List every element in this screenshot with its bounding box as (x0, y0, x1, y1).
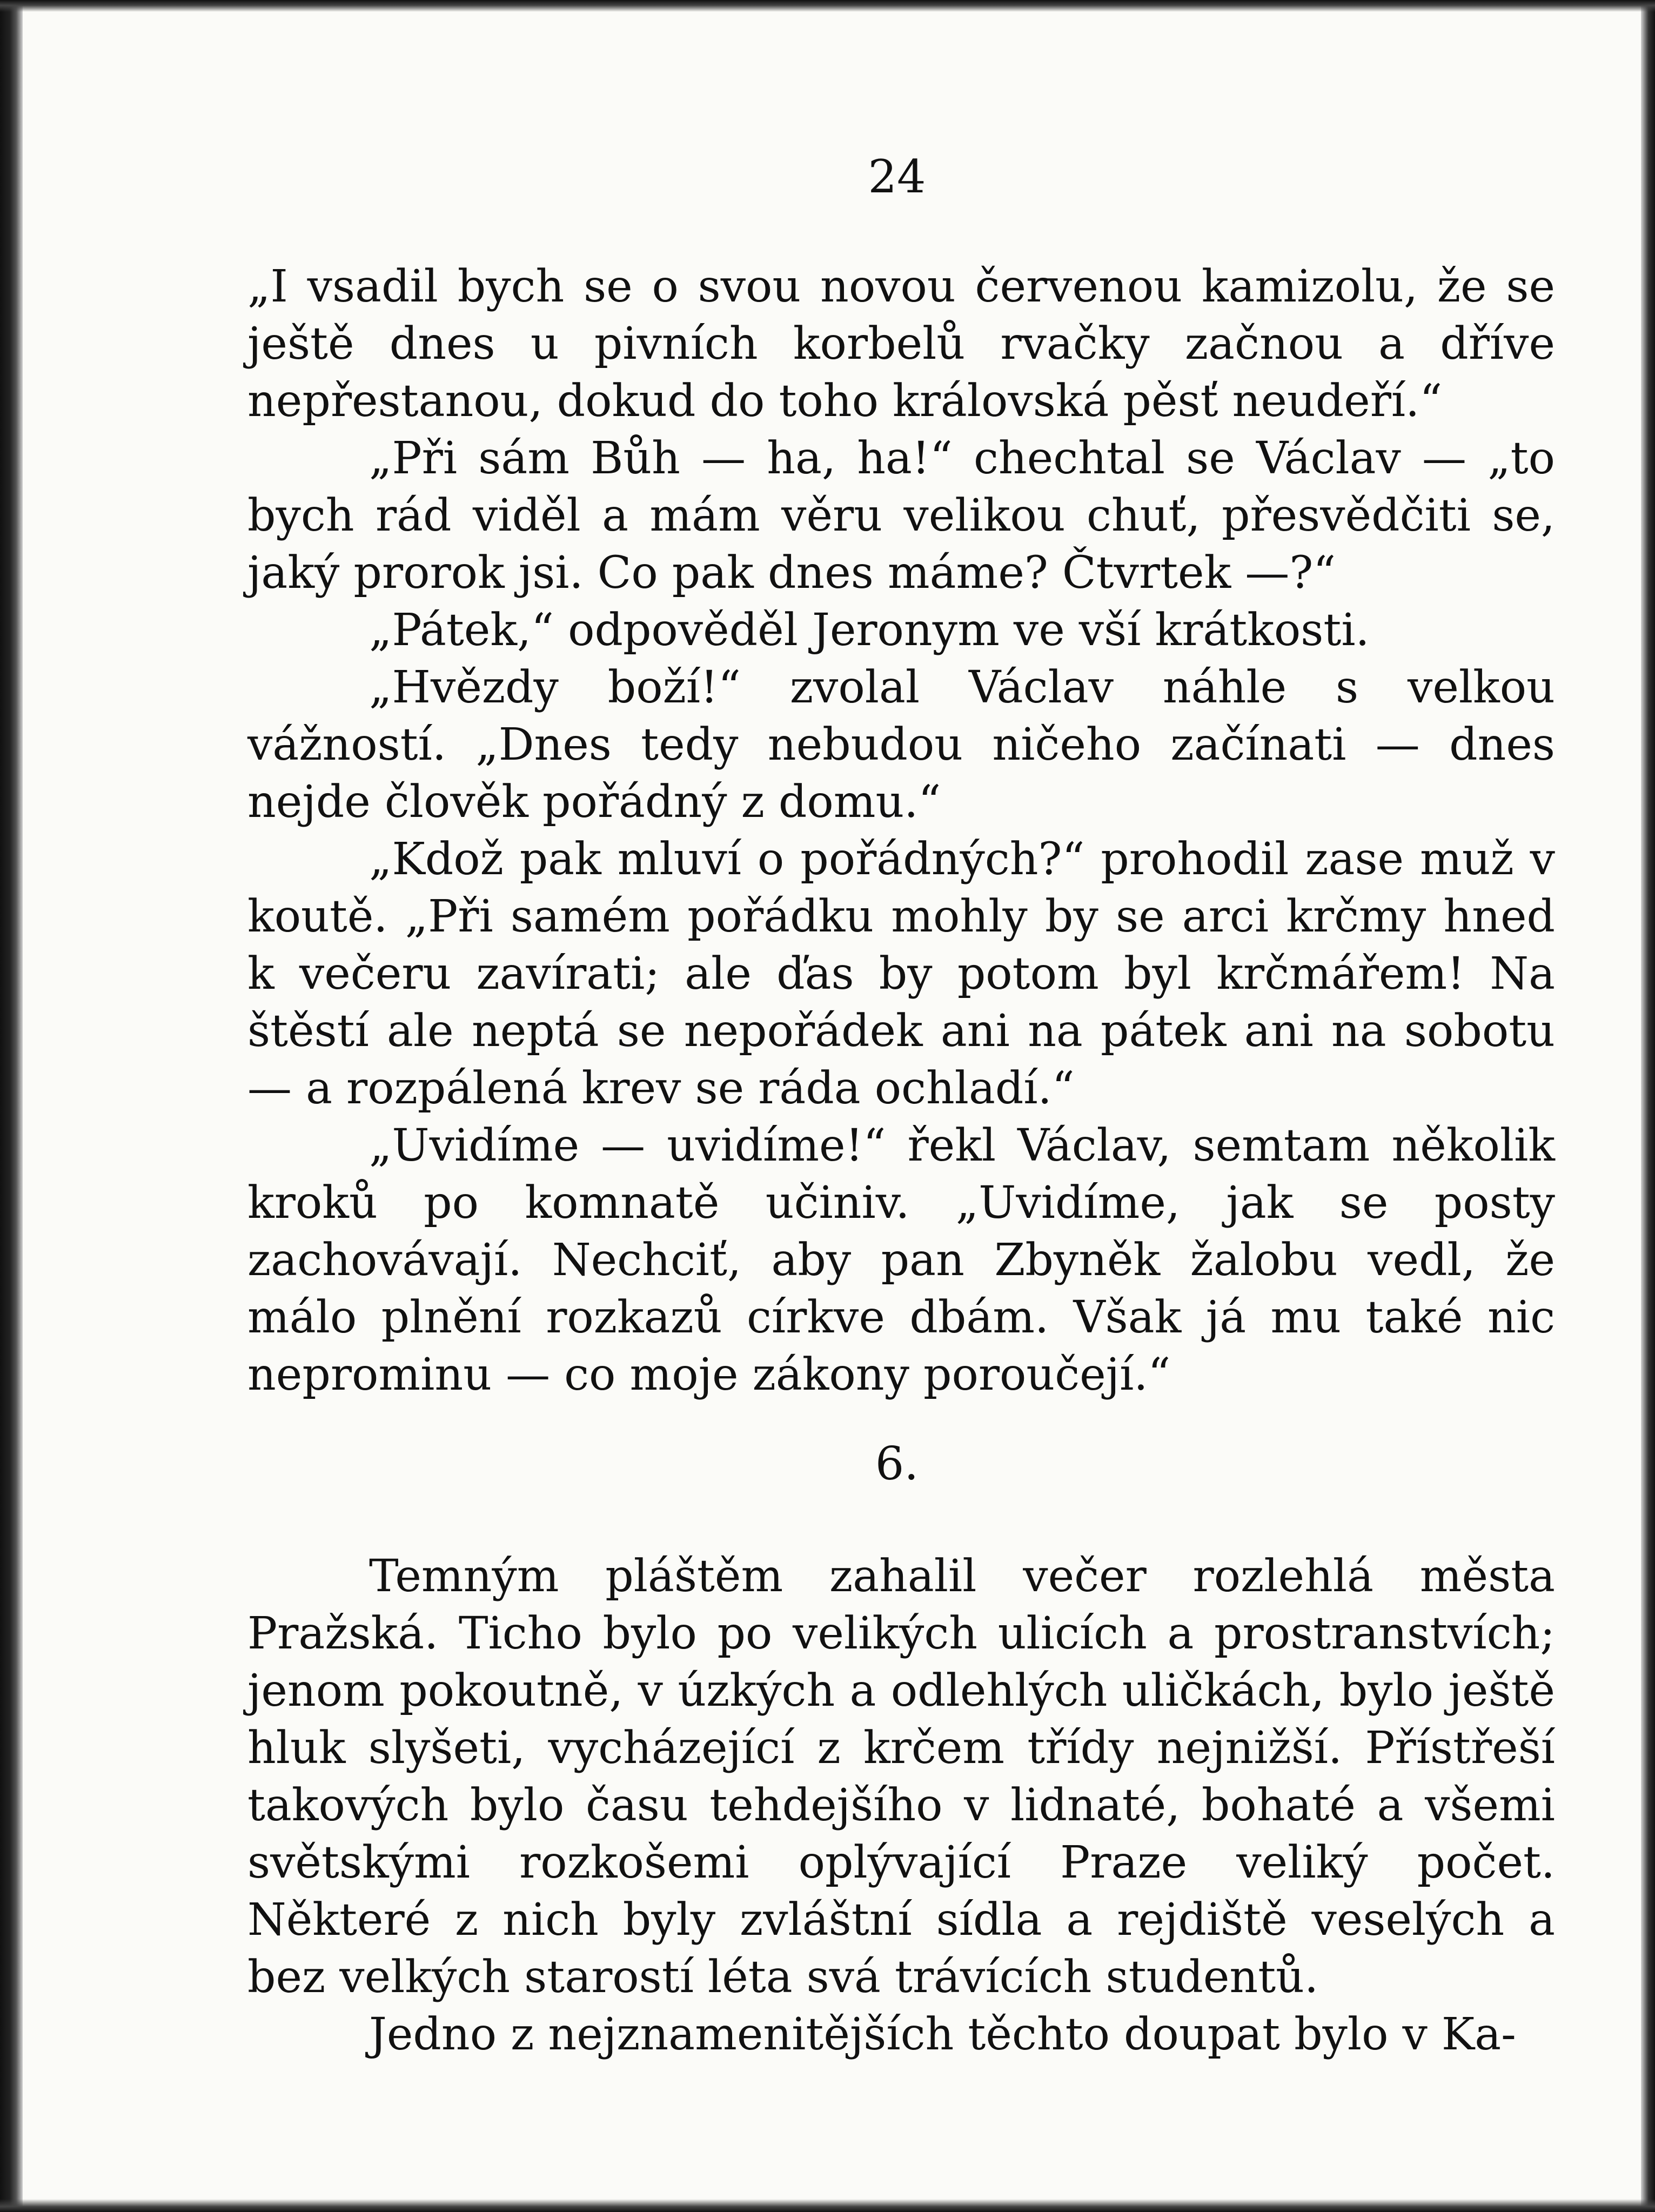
page-edge-bottom (0, 2199, 1655, 2212)
paragraph: „Hvězdy boží!“ zvolal Václav náhle s velkou vážností. „Dnes tedy nebudou ničeho začínati — dnes nejde člověk pořádný z domu.“ (247, 662, 1555, 828)
page-number: 24 (868, 150, 926, 203)
paragraph: „Uvidíme — uvidíme!“ řekl Václav, semtam několik kroků po komnatě učiniv. „Uvidíme, jak se posty zachovávají. Nechciť, aby pan Zbyněk žalobu vedl, že málo plnění rozkazů církve dbám. Však já mu také nic neprominu — co moje zákony poroučejí.“ (247, 1120, 1555, 1400)
paragraph: „I vsadil bych se o svou novou červenou kamizolu, že se ještě dnes u pivních korbelů rvačky začnou a dříve nepřestanou, dokud do toho královská pěsť neudeří.“ (247, 261, 1555, 427)
text-block-after-section (247, 1548, 1555, 2063)
section-heading: 6. (875, 1437, 919, 1490)
paragraph: Jedno z nejznamenitějších těchto doupat bylo v Ka- (369, 2009, 1516, 2060)
text-block-before-section (247, 258, 1555, 1404)
page-edge-right (1641, 0, 1655, 2212)
paragraph: Temným pláštěm zahalil večer rozlehlá města Pražská. Ticho bylo po velikých ulicích a prostranstvích; jenom pokoutně, v úzkých a odlehlých uličkách, bylo ještě hluk slyšeti, vycházející z krčem třídy nejnižší. Přístřeší takových bylo času tehdejšího v lidnaté, bohaté a všemi světskými rozkošemi oplývající Praze veliký počet. Některé z nich byly zvláštní sídla a rejdiště veselých a bez velkých starostí léta svá trávících studentů. (247, 1551, 1555, 2003)
paragraph: „Při sám Bůh — ha, ha!“ chechtal se Václav — „to bych rád viděl a mám věru velikou chuť, přesvědčiti se, jaký prorok jsi. Co pak dnes máme? Čtvrtek —?“ (247, 433, 1555, 599)
paragraph: „Pátek,“ odpověděl Jeronym ve vší krátkosti. (369, 605, 1370, 656)
paragraph: „Kdož pak mluví o pořádných?“ prohodil zase muž v koutě. „Při samém pořádku mohly by se arci krčmy hned k večeru zavírati; ale ďas by potom byl krčmářem! Na štěstí ale neptá se nepořádek ani na pátek ani na sobotu — a rozpálená krev se ráda ochladí.“ (247, 834, 1555, 1114)
page-edge-left (0, 0, 23, 2212)
page-edge-top (0, 0, 1655, 12)
